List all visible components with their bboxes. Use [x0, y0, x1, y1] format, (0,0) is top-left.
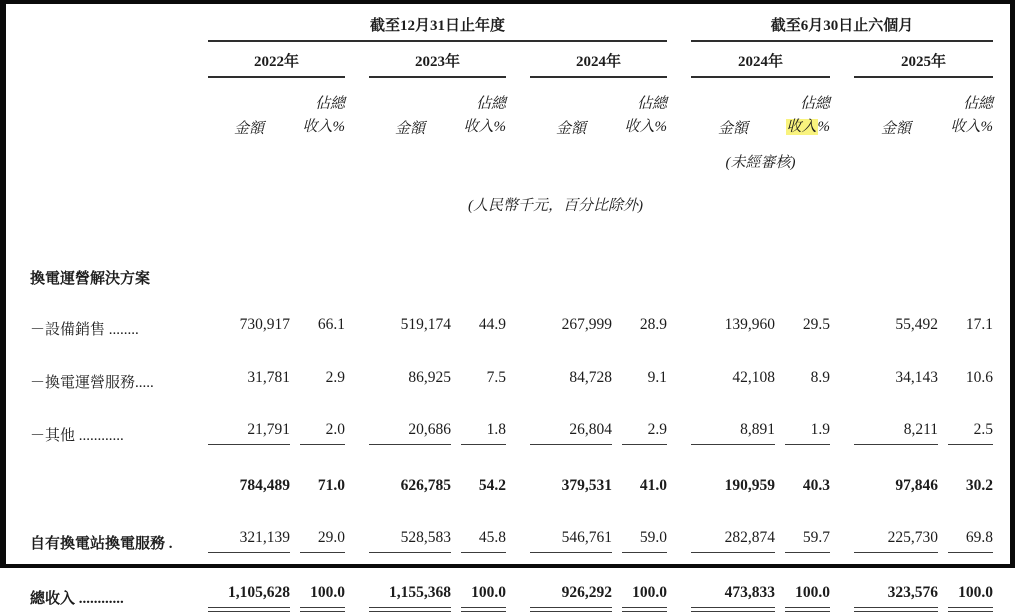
amount-cell: 926,292 [530, 584, 612, 608]
row-label: －設備銷售 ........ [30, 322, 139, 338]
amount-cell: 34,143 [895, 369, 939, 386]
pct-of-revenue-header: 佔總 收入% [624, 96, 668, 135]
pct-cell: 1.8 [461, 421, 506, 445]
section-label: 換電運營解決方案 [30, 270, 151, 287]
pct-cell: 100.0 [785, 584, 830, 608]
table-row [30, 453, 993, 508]
pct-cell: 69.8 [948, 529, 993, 553]
pct-cell: 45.8 [461, 529, 506, 553]
group-header-interim: 截至6月30日止六個月 [691, 14, 993, 42]
pct-of-revenue-header: 佔總 收入% [950, 96, 994, 135]
highlight-mark: 收入 [786, 118, 817, 135]
amount-cell: 139,960 [724, 316, 776, 333]
amount-cell: 190,959 [724, 477, 776, 494]
amount-cell: 8,891 [691, 421, 775, 445]
pct-cell: 2.0 [300, 421, 345, 445]
amount-cell: 20,686 [369, 421, 451, 445]
row-label [30, 453, 208, 508]
pct-cell: 9.1 [647, 369, 668, 386]
group-header-annual: 截至12月31日止年度 [208, 14, 667, 42]
amount-cell: 323,576 [854, 584, 938, 608]
amount-header: 金額 [233, 121, 264, 137]
pct-cell: 54.2 [478, 477, 506, 494]
pct-cell: 66.1 [317, 316, 345, 333]
pct-cell: 2.9 [325, 369, 345, 386]
row-label: －其他 ............ [30, 428, 124, 444]
table-row [30, 260, 993, 294]
amount-cell: 31,781 [247, 369, 290, 386]
amount-cell: 1,105,628 [208, 584, 290, 608]
unit-note-row [30, 179, 993, 218]
pct-of-revenue-header: 佔總 收入% [463, 96, 506, 135]
pct-cell: 28.9 [639, 316, 668, 333]
table-row [30, 508, 993, 561]
amount-cell: 730,917 [239, 316, 290, 333]
pct-cell: 30.2 [965, 477, 994, 494]
pct-of-revenue-header: 佔總 收入% [302, 96, 345, 135]
year-header-2025-interim: 2025年 [854, 50, 993, 78]
pct-cell: 2.5 [948, 421, 993, 445]
pct-cell: 40.3 [802, 477, 831, 494]
amount-cell: 528,583 [369, 529, 451, 553]
unaudited-note: (未經審核) [725, 154, 796, 171]
pct-cell: 100.0 [461, 584, 506, 608]
amount-header: 金額 [555, 121, 586, 137]
amount-cell: 97,846 [895, 477, 939, 494]
pct-cell: 59.0 [622, 529, 667, 553]
amount-header: 金額 [394, 121, 425, 137]
year-header-2024-interim: 2024年 [691, 50, 830, 78]
row-label: 自有換電站換電服務 . [30, 536, 173, 552]
pct-cell: 41.0 [639, 477, 668, 494]
amount-cell: 42,108 [732, 369, 776, 386]
amount-header: 金額 [718, 121, 749, 137]
unit-note: (人民幣千元，百分比除外) [468, 198, 644, 214]
label-column-spacer [30, 12, 208, 42]
pct-cell: 29.5 [802, 316, 831, 333]
revenue-breakdown-table [30, 12, 993, 616]
row-label: －換電運營服務..... [30, 375, 154, 391]
pct-cell: 7.5 [486, 369, 506, 386]
unaudited-row [30, 143, 993, 179]
pct-cell: 100.0 [622, 584, 667, 608]
period-group-header-row [30, 12, 993, 42]
table-row [30, 561, 993, 616]
pct-cell: 100.0 [300, 584, 345, 608]
amount-header: 金額 [881, 121, 912, 137]
amount-cell: 267,999 [561, 316, 612, 333]
pct-cell: 1.9 [785, 421, 830, 445]
pct-cell: 2.9 [622, 421, 667, 445]
row-label: 總收入 ............ [30, 591, 124, 607]
amount-cell: 626,785 [400, 477, 451, 494]
pct-cell: 100.0 [948, 584, 993, 608]
amount-cell: 1,155,368 [369, 584, 451, 608]
pct-of-revenue-header-highlighted: 佔總 收入% [786, 96, 831, 135]
table-row [30, 400, 993, 453]
amount-cell: 84,728 [569, 369, 612, 386]
amount-cell: 8,211 [854, 421, 938, 445]
table-row [30, 347, 993, 400]
amount-cell: 473,833 [691, 584, 775, 608]
table-row [30, 294, 993, 347]
amount-cell: 784,489 [239, 477, 290, 494]
pct-cell: 71.0 [317, 477, 345, 494]
pct-cell: 10.6 [965, 369, 994, 386]
year-header-row [30, 42, 993, 78]
amount-cell: 55,492 [895, 316, 939, 333]
pct-cell: 29.0 [300, 529, 345, 553]
pct-cell: 8.9 [810, 369, 831, 386]
pct-cell: 59.7 [785, 529, 830, 553]
spacer-row [30, 218, 993, 260]
amount-cell: 321,139 [208, 529, 290, 553]
year-header-2024: 2024年 [530, 50, 667, 78]
amount-cell: 21,791 [208, 421, 290, 445]
column-subheader-row [30, 78, 993, 143]
pct-cell: 17.1 [965, 316, 994, 333]
amount-cell: 546,761 [530, 529, 612, 553]
pct-cell: 44.9 [478, 316, 506, 333]
year-header-2023: 2023年 [369, 50, 506, 78]
amount-cell: 282,874 [691, 529, 775, 553]
amount-cell: 26,804 [530, 421, 612, 445]
amount-cell: 225,730 [854, 529, 938, 553]
year-header-2022: 2022年 [208, 50, 345, 78]
amount-cell: 379,531 [561, 477, 612, 494]
amount-cell: 519,174 [400, 316, 451, 333]
amount-cell: 86,925 [408, 369, 451, 386]
